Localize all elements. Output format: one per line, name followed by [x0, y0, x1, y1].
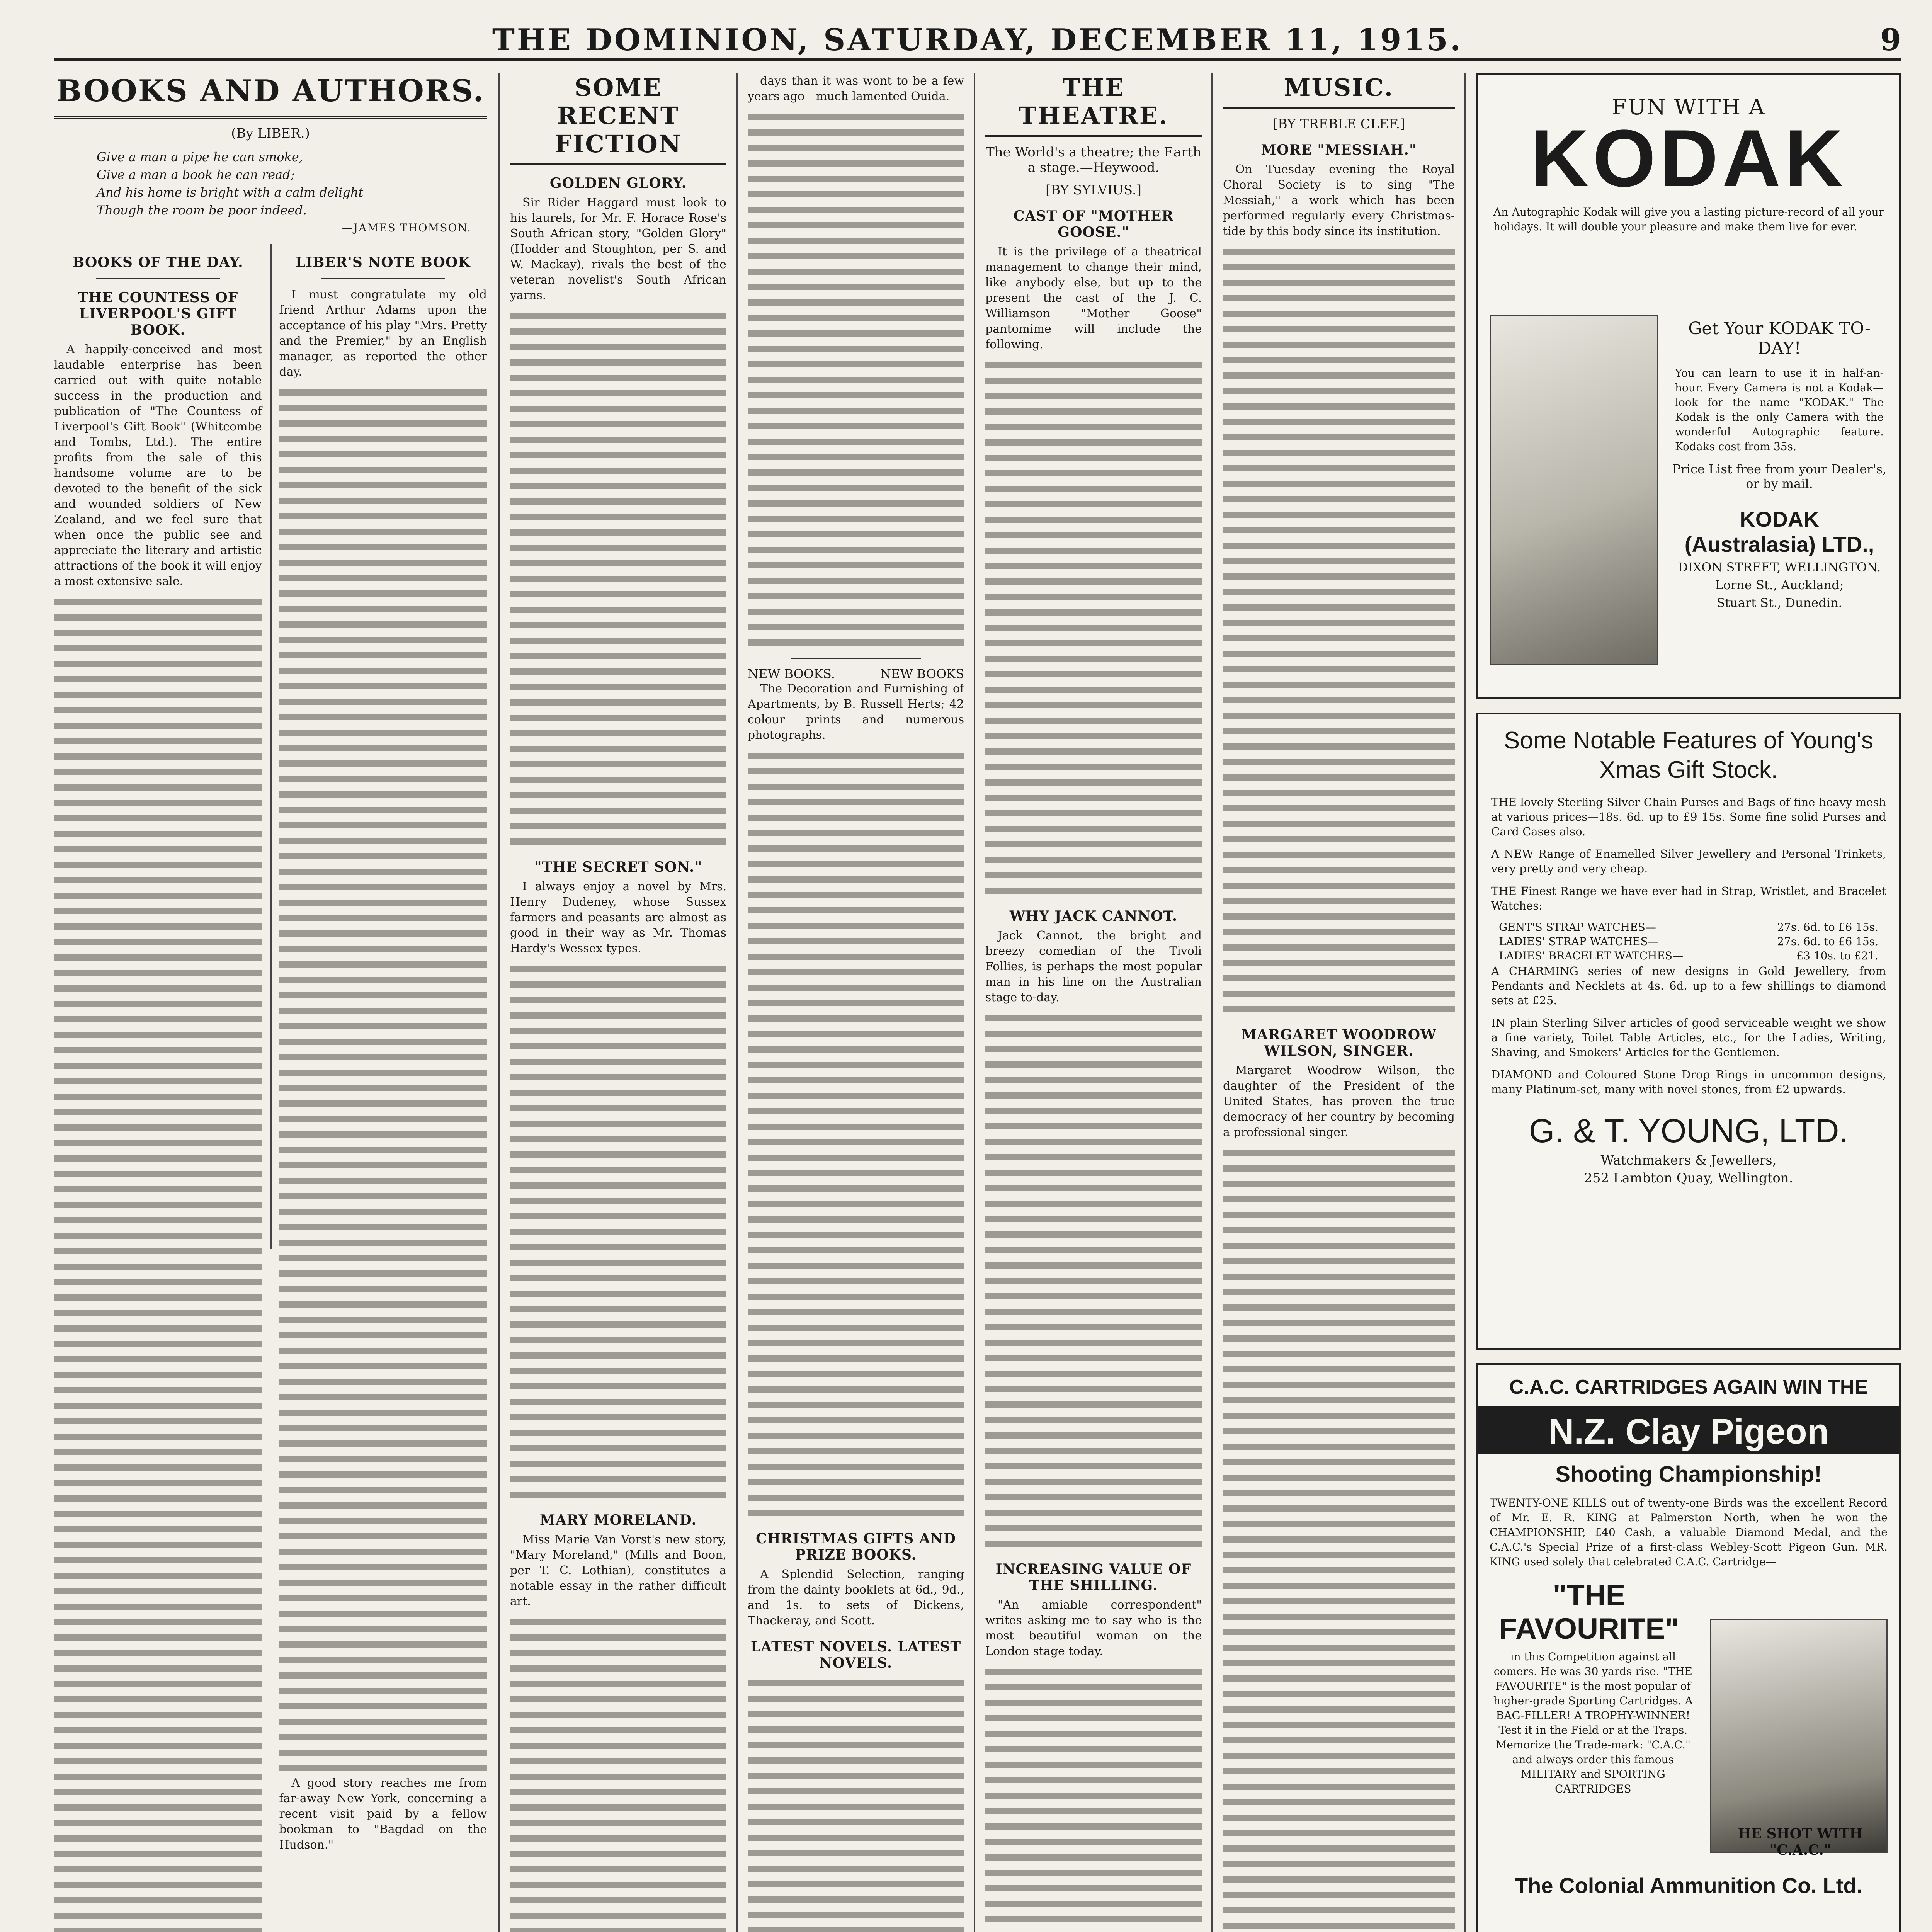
kodak-side-body: You can learn to use it in half-an-hour. Every Camera is not a Kodak—look for the name "KODAK." The Kodak is the only Camera with the wonderful Autographic feature. Kodaks cost from 35s. [1675, 367, 1884, 453]
theatre-byline: [BY SYLVIUS.] [1046, 182, 1141, 198]
article-text: It is the privilege of a theatrical management to change their mind, like anybody else, but up to the present the cast of the J. C. Williamson "Mother Goose" pantomime will include the following. [985, 245, 1202, 351]
books-of-the-day-heading: BOOKS OF THE DAY. [72, 254, 243, 270]
theatre-column [985, 73, 1202, 1932]
kodak-address: DIXON STREET, WELLINGTON. [1678, 560, 1881, 575]
latest-novels-heading: LATEST NOVELS. LATEST NOVELS. [750, 1639, 961, 1671]
young-jewellers-ad[interactable] [1476, 713, 1901, 1350]
verse-line: And his home is bright with a calm delight [97, 185, 364, 200]
column-rule [498, 73, 500, 1932]
review-body-text [510, 308, 726, 849]
review-heading: MARY MORELAND. [539, 1512, 697, 1528]
review-text: Miss Marie Van Vorst's new story, "Mary Moreland," (Mills and Boon, per T. C. Lothian), constitutes a notable essay in the rather difficult art. [510, 1533, 726, 1608]
note-book-heading: LIBER'S NOTE BOOK [295, 254, 471, 270]
kodak-address: Stuart St., Dunedin. [1716, 595, 1842, 610]
new-books-column [748, 73, 964, 1932]
kodak-price-list: Price List free from your Dealer's, or by mail. [1672, 462, 1887, 491]
column-rule [1464, 73, 1466, 1932]
kodak-get-line: Get Your KODAK TO-DAY! [1688, 319, 1871, 358]
books-verse [54, 148, 487, 219]
countess-gift-book-heading: THE COUNTESS OF LIVERPOOL'S GIFT BOOK. [78, 289, 238, 338]
christmas-gifts-heading: CHRISTMAS GIFTS AND PRIZE BOOKS. [755, 1531, 956, 1563]
book-list-text [748, 1675, 964, 1932]
cac-body-text: TWENTY-ONE KILLS out of twenty-one Birds was the excellent Record of Mr. E. R. KING at Palmerston North, when he won the CHAMPIONSHIP, £40 Cash, a valuable Diamond Medal, and the C.A.C.'s Special Prize of a first-class Webley-Scott Pigeon Gun. MR. KING used solely that celebrated C.A.C. Cartridge— [1490, 1497, 1888, 1568]
cac-top-line: C.A.C. CARTRIDGES AGAIN WIN THE [1509, 1376, 1868, 1398]
young-price-row [1499, 935, 1878, 948]
price-value: 27s. 6d. to £6 15s. [1777, 935, 1878, 948]
section-heading: MARGARET WOODROW WILSON, SINGER. [1241, 1027, 1437, 1059]
article-body-text [985, 357, 1202, 898]
article-text: I must congratulate my old friend Arthur Adams upon the acceptance of his play "Mrs. Pretty and the Premier," by an English manager, as reported the other day. [279, 288, 487, 379]
new-books-label: NEW BOOKS. [748, 667, 835, 681]
young-item: A CHARMING series of new designs in Gold Jewellery, from Pendants and Necklets at 4s. 6d. up to a few shillings to diamond sets at £25. [1491, 964, 1886, 1007]
music-heading: MUSIC. [1223, 73, 1455, 109]
review-text: Sir Rider Haggard must look to his laurels, for Mr. F. Horace Rose's South African story, "Golden Glory" (Hodder and Stoughton, per S. and W. Mackay), rivals the best of the veteran novelist's South African yarns. [510, 196, 726, 302]
price-value: 27s. 6d. to £6 15s. [1777, 921, 1878, 934]
divider [321, 278, 446, 279]
books-of-the-day [54, 244, 262, 1932]
new-books-heading [748, 667, 964, 681]
young-item: DIAMOND and Coloured Stone Drop Rings in uncommon designs, many Platinum-set, many with novel stones, from £2 upwards. [1491, 1068, 1886, 1096]
cac-lower [1490, 1650, 1888, 1866]
theatre-motto: The World's a theatre; the Earth a stage.—Heywood. [986, 145, 1201, 175]
kodak-ad[interactable] [1476, 73, 1901, 699]
price-value: £3 10s. to £21. [1796, 949, 1878, 962]
young-company: G. & T. YOUNG, LTD. [1529, 1112, 1849, 1150]
cac-shot-caption: HE SHOT WITH "C.A.C." [1738, 1826, 1863, 1858]
kodak-logo-text: KODAK [1530, 113, 1847, 204]
price-label: LADIES' STRAP WATCHES— [1499, 935, 1659, 948]
advertisements-column [1476, 73, 1901, 1932]
section-heading: WHY JACK CANNOT. [1009, 908, 1178, 924]
music-byline: [BY TREBLE CLEF.] [1272, 116, 1405, 132]
column-rule [736, 73, 738, 1932]
kodak-girl-illustration [1490, 315, 1658, 665]
masthead [54, 15, 1901, 61]
young-item: IN plain Sterling Silver articles of good serviceable weight we show a fine variety, Toilet Table Articles, etc., for the Ladies, Writing, Shaving, and Smokers' Articles for the Gentlemen. [1491, 1016, 1886, 1059]
libers-note-book [279, 244, 487, 1857]
section-heading: CAST OF "MOTHER GOOSE." [1013, 208, 1174, 240]
verse-line: Give a man a book he can read; [97, 167, 295, 182]
article-body-text [985, 1010, 1202, 1551]
cac-favourite: "THE FAVOURITE" [1499, 1579, 1679, 1645]
review-heading: "THE SECRET SON." [534, 859, 702, 875]
divider [791, 658, 921, 659]
article-body-text [748, 109, 964, 650]
young-trade: Watchmakers & Jewellers, [1600, 1153, 1777, 1168]
column-rule [270, 244, 272, 1249]
young-address: 252 Lambton Quay, Wellington. [1584, 1170, 1793, 1186]
kodak-company: KODAK (Australasia) LTD., [1684, 507, 1874, 556]
article-text: Margaret Woodrow Wilson, the daughter of the President of the United States, has proven the true democracy of her country by becoming a professional singer. [1223, 1064, 1455, 1139]
price-label: LADIES' BRACELET WATCHES— [1499, 949, 1684, 962]
column-rule [1211, 73, 1213, 1932]
hunter-illustration [1710, 1619, 1888, 1853]
masthead-title: THE DOMINION, SATURDAY, DECEMBER 11, 1915. [492, 22, 1463, 58]
cac-lower-text: in this Competition against all comers. He was 30 yards rise. "THE FAVOURITE" is the most popular of higher-grade Sporting Cartridges. A BAG-FILLER! A TROPHY-WINNER! Test it in the Field or at the Traps. Memorize the Trade-mark: "C.A.C." and always order this famous MILITARY and SPORTING CARTRIDGES [1493, 1650, 1693, 1795]
cac-company: The Colonial Ammunition Co. Ltd. [1514, 1873, 1863, 1898]
verse-author: —JAMES THOMSON. [342, 221, 471, 234]
price-label: GENT'S STRAP WATCHES— [1499, 921, 1656, 934]
section-heading: MORE "MESSIAH." [1261, 142, 1417, 158]
article-body-text [279, 384, 487, 1776]
cac-banner: N.Z. Clay Pigeon [1478, 1406, 1899, 1454]
cac-cartridges-ad[interactable] [1476, 1363, 1901, 1932]
young-price-row [1499, 921, 1878, 934]
kodak-address: Lorne St., Auckland; [1715, 578, 1844, 592]
article-body-text [985, 1664, 1202, 1932]
book-listing: The Decoration and Furnishing of Apartments, by B. Russell Herts; 42 colour prints and numerous photographs. [748, 682, 964, 742]
young-item: THE lovely Sterling Silver Chain Purses and Bags of fine heavy mesh at various prices—18s. 6d. up to £9 15s. Some fine solid Purses and Card Cases also. [1491, 796, 1886, 838]
article-text: A happily-conceived and most laudable enterprise has been carried out with quite notable success in the production and publication of "The Countess of Liverpool's Gift Book" (Whitcombe and Tombs, Ltd.). The entire profits from the sale of this handsome volume are to be devoted to the benefit of the sick and wounded soldiers of New Zealand, and we feel sure that when once the public see and appreciate the literary and artistic attractions of the book it will enjoy a most extensive sale. [54, 343, 262, 588]
article-text: days than it was wont to be a few years ago—much lamented Ouida. [748, 74, 964, 103]
article-text: On Tuesday evening the Royal Choral Society is to sing "The Messiah," a work which has been performed regularly every Christmas-tide by this body since its institution. [1223, 163, 1455, 238]
article-text: "An amiable correspondent" writes asking me to say who is the most beautiful woman on the London stage today. [985, 1598, 1202, 1658]
verse-line: Though the room be poor indeed. [97, 203, 307, 218]
fiction-column [510, 73, 726, 1932]
young-item: THE Finest Range we have ever had in Strap, Wristlet, and Bracelet Watches: [1491, 884, 1886, 912]
book-list-text [748, 748, 964, 1520]
books-split [54, 244, 487, 1852]
kodak-fun-line: FUN WITH A [1612, 95, 1765, 120]
new-books-label: NEW BOOKS [880, 667, 964, 681]
article-body-text [54, 594, 262, 1932]
young-title: Some Notable Features of Young's Xmas Gift Stock. [1503, 727, 1874, 783]
divider [96, 278, 221, 279]
kodak-body-text: An Autographic Kodak will give you a lasting picture-record of all your holidays. It will double your pleasure and make them live for ever. [1493, 206, 1884, 233]
young-item: A NEW Range of Enamelled Silver Jewellery and Personal Trinkets, very pretty and very cheap. [1491, 847, 1886, 875]
review-heading: GOLDEN GLORY. [549, 175, 687, 191]
theatre-heading: THE THEATRE. [985, 73, 1202, 137]
cac-banner-sub: Shooting Championship! [1555, 1462, 1822, 1487]
verse-line: Give a man a pipe he can smoke, [97, 150, 303, 164]
book-listing: A Splendid Selection, ranging from the dainty booklets at 6d., 9d., and 1s. to sets of Dickens, Thackeray, and Scott. [748, 1568, 964, 1628]
kodak-side-text [1671, 315, 1888, 613]
review-body-text [510, 961, 726, 1502]
review-text: I always enjoy a novel by Mrs. Henry Dudeney, whose Sussex farmers and peasants are almost as good in their way as Mr. Thomas Hardy's Wessex types. [510, 880, 726, 955]
article-body-text [1223, 1145, 1455, 1932]
books-byline: (By LIBER.) [231, 126, 310, 141]
music-column [1223, 73, 1455, 1932]
fiction-heading: SOME RECENT FICTION [510, 73, 726, 165]
books-heading: BOOKS AND AUTHORS. [54, 73, 487, 119]
books-and-authors-section [54, 73, 487, 1932]
page-number: 9 [1880, 22, 1901, 58]
review-body-text [510, 1614, 726, 1932]
young-price-row [1499, 949, 1878, 962]
article-text: A good story reaches me from far-away New York, concerning a recent visit paid by a fellow bookman to "Bagdad on the Hudson." [279, 1776, 487, 1852]
article-body-text [1223, 244, 1455, 1017]
section-heading: INCREASING VALUE OF THE SHILLING. [995, 1561, 1192, 1594]
column-rule [974, 73, 975, 1932]
article-text: Jack Cannot, the bright and breezy comedian of the Tivoli Follies, is perhaps the most popular man in his line on the Australian stage to-day. [985, 929, 1202, 1004]
